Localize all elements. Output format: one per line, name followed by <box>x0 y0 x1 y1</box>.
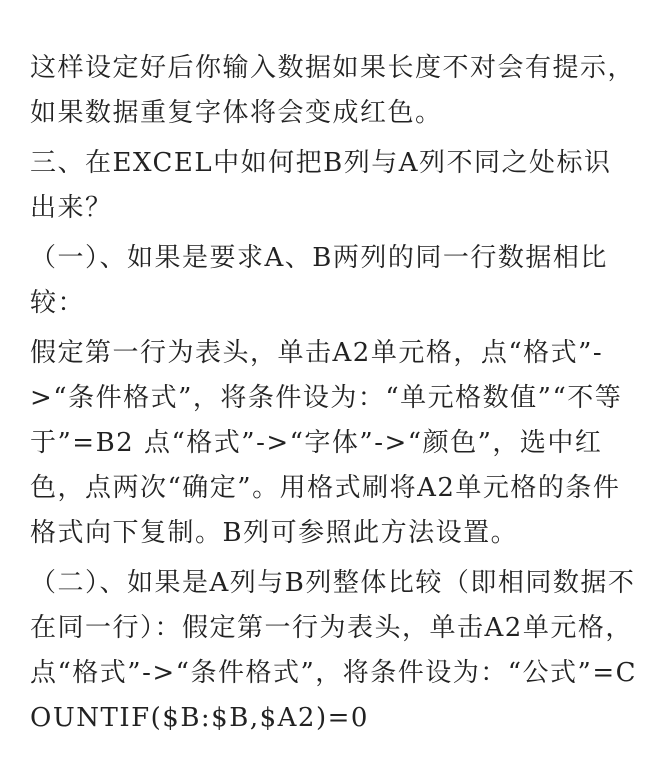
paragraph-2-heading: 三、在EXCEL中如何把B列与A列不同之处标识出来？ <box>30 148 612 223</box>
paragraph-5: （二）、如果是A列与B列整体比较（即相同数据不在同一行）：假定第一行为表头，单击A2单元格，点“格式”->“条件格式”，将条件设为：“公式”=COUNTIF($B:$B,$A2)=0 <box>30 568 638 733</box>
paragraph-3-subheading: （一）、如果是要求A、B两列的同一行数据相比较： <box>30 243 608 318</box>
paragraph-4: 假定第一行为表头，单击A2单元格，点“格式”->“条件格式”，将条件设为：“单元格数值”“不等于”=B2 点“格式”->“字体”->“颜色”，选中红色，点两次“确定”。用格式刷将A2单元格的条件格式向下复制。B列可参照此方法设置。 <box>30 338 623 548</box>
paragraph-1: 这样设定好后你输入数据如果长度不对会有提示，如果数据重复字体将会变成红色。 <box>30 53 636 128</box>
